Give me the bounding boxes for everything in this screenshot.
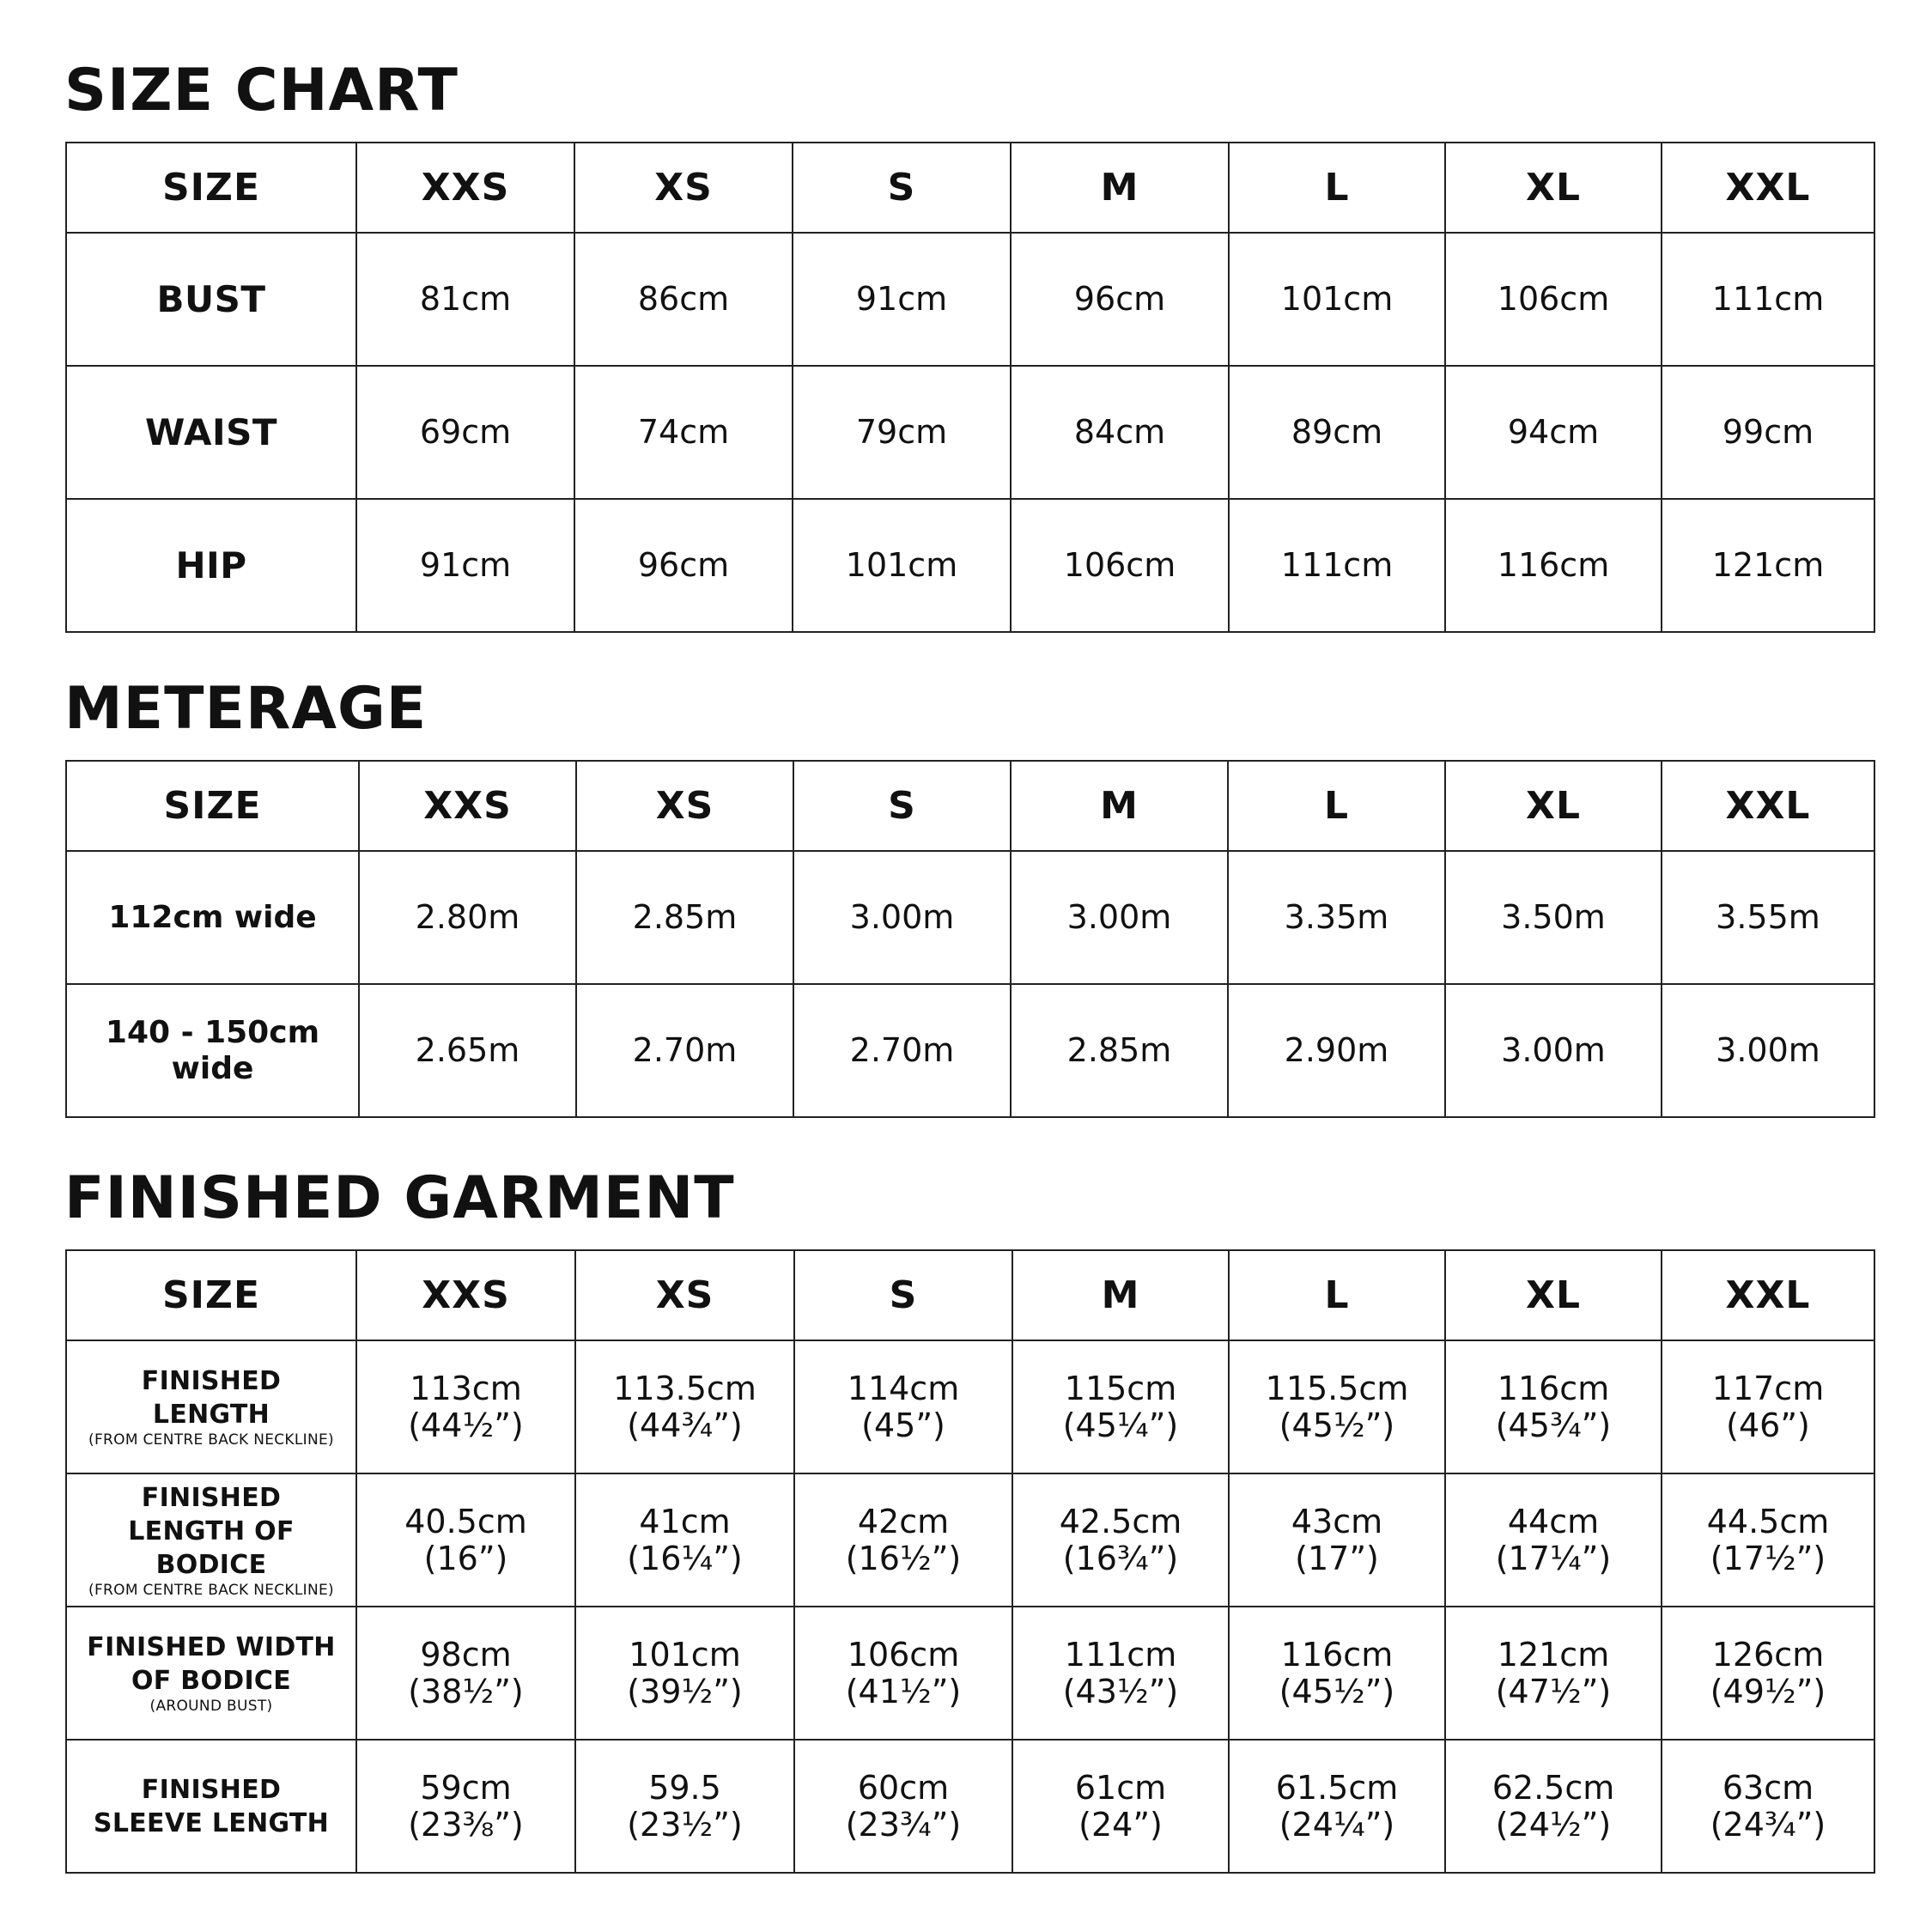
header-l: L <box>1229 143 1445 233</box>
measurement-inches: (45¾”) <box>1495 1406 1612 1444</box>
table-cell <box>356 1740 575 1873</box>
measurement-inches: (44½”) <box>408 1406 524 1444</box>
measurement-cm: 42.5cm <box>1059 1502 1182 1540</box>
measurement-cm: 44cm <box>1507 1502 1600 1540</box>
table-row-hip <box>66 499 1874 632</box>
table-row-waist <box>66 366 1874 499</box>
header-xxl: XXL <box>1662 1250 1874 1340</box>
header-xl: XL <box>1445 761 1662 851</box>
table-cell <box>1229 1340 1445 1473</box>
row-label-finished-sleeve-length <box>66 1740 356 1873</box>
table-cell <box>794 1740 1012 1873</box>
table-cell: 2.80m <box>359 851 576 984</box>
table-cell: 3.50m <box>1445 851 1662 984</box>
table-cell <box>1012 1340 1229 1473</box>
row-label-waist: WAIST <box>66 366 356 499</box>
measurement-cm: 115.5cm <box>1265 1369 1409 1407</box>
finished-garment-title: FINISHED GARMENT <box>64 1164 735 1232</box>
table-cell <box>575 1740 794 1873</box>
header-xl: XL <box>1445 1250 1662 1340</box>
header-xxl: XXL <box>1662 761 1874 851</box>
measurement-inches: (44¾”) <box>627 1406 743 1444</box>
measurement-inches: (24¾”) <box>1710 1805 1826 1844</box>
table-cell: 3.35m <box>1228 851 1445 984</box>
measurement-cm: 121cm <box>1497 1635 1610 1674</box>
header-xs: XS <box>574 143 793 233</box>
table-cell <box>1662 1740 1874 1873</box>
row-label-finished-width-of-bodice <box>66 1607 356 1740</box>
table-cell: 116cm <box>1445 499 1662 632</box>
measurement-cm: 117cm <box>1711 1369 1825 1407</box>
table-cell: 69cm <box>356 366 574 499</box>
table-cell: 3.00m <box>1011 851 1228 984</box>
measurement-cm: 59cm <box>420 1768 512 1807</box>
table-cell: 106cm <box>1011 499 1229 632</box>
finished-garment-header-row <box>66 1250 1874 1340</box>
table-cell: 86cm <box>574 233 793 366</box>
table-cell <box>356 1473 575 1607</box>
header-xxs: XXS <box>356 143 574 233</box>
table-cell <box>794 1340 1012 1473</box>
table-cell: 111cm <box>1229 499 1445 632</box>
measurement-inches: (47½”) <box>1495 1672 1612 1710</box>
table-cell: 96cm <box>1011 233 1229 366</box>
table-cell <box>356 1607 575 1740</box>
measurement-inches: (23⅜”) <box>408 1805 524 1844</box>
table-cell: 96cm <box>574 499 793 632</box>
meterage-table <box>65 760 1875 1118</box>
table-row-140-150cm <box>66 984 1874 1117</box>
table-cell: 101cm <box>1229 233 1445 366</box>
row-label-bust: BUST <box>66 233 356 366</box>
table-cell <box>575 1340 794 1473</box>
table-row-112cm <box>66 851 1874 984</box>
table-cell: 121cm <box>1662 499 1874 632</box>
row-label-text: FINISHED SLEEVE LENGTH <box>93 1774 330 1838</box>
table-cell: 3.00m <box>1445 984 1662 1117</box>
table-cell: 2.90m <box>1228 984 1445 1117</box>
measurement-inches: (24”) <box>1078 1805 1163 1844</box>
header-s: S <box>793 761 1011 851</box>
table-row-finished-length <box>66 1340 1874 1473</box>
table-cell <box>1012 1607 1229 1740</box>
table-cell <box>1445 1473 1662 1607</box>
measurement-cm: 101cm <box>629 1635 741 1674</box>
table-cell <box>1445 1740 1662 1873</box>
measurement-cm: 40.5cm <box>404 1502 527 1540</box>
header-m: M <box>1011 761 1228 851</box>
measurement-inches: (23½”) <box>627 1805 743 1844</box>
table-cell: 2.85m <box>576 851 793 984</box>
table-cell <box>1445 1607 1662 1740</box>
measurement-inches: (16½”) <box>845 1539 962 1577</box>
measurement-inches: (16¼”) <box>627 1539 743 1577</box>
header-size: SIZE <box>66 761 359 851</box>
table-cell <box>1662 1340 1874 1473</box>
table-cell: 106cm <box>1445 233 1662 366</box>
table-cell: 2.70m <box>576 984 793 1117</box>
measurement-cm: 43cm <box>1291 1502 1383 1540</box>
table-cell <box>575 1473 794 1607</box>
table-cell: 99cm <box>1662 366 1874 499</box>
table-cell: 81cm <box>356 233 574 366</box>
header-s: S <box>794 1250 1012 1340</box>
table-cell <box>794 1473 1012 1607</box>
measurement-cm: 116cm <box>1280 1635 1394 1674</box>
measurement-inches: (45½”) <box>1279 1406 1395 1444</box>
measurement-inches: (46”) <box>1726 1406 1810 1444</box>
header-xs: XS <box>575 1250 794 1340</box>
row-label-140-150cm-wide: 140 - 150cm wide <box>66 984 359 1117</box>
table-cell <box>1662 1607 1874 1740</box>
table-cell <box>1229 1473 1445 1607</box>
table-cell: 74cm <box>574 366 793 499</box>
measurement-cm: 111cm <box>1064 1635 1177 1674</box>
header-size: SIZE <box>66 1250 356 1340</box>
table-cell: 3.00m <box>793 851 1011 984</box>
measurement-cm: 114cm <box>847 1369 960 1407</box>
measurement-cm: 44.5cm <box>1706 1502 1830 1540</box>
meterage-header-row <box>66 761 1874 851</box>
size-chart-title: SIZE CHART <box>64 57 459 125</box>
table-cell <box>1012 1473 1229 1607</box>
table-cell <box>1229 1607 1445 1740</box>
size-chart-table <box>65 142 1875 633</box>
table-cell <box>794 1607 1012 1740</box>
table-cell <box>1445 1340 1662 1473</box>
header-xxs: XXS <box>356 1250 575 1340</box>
measurement-cm: 63cm <box>1722 1768 1814 1807</box>
row-label-text: FINISHED WIDTH OF BODICE <box>87 1632 336 1697</box>
measurement-inches: (17½”) <box>1710 1539 1826 1577</box>
measurement-inches: (24½”) <box>1495 1805 1612 1844</box>
table-cell: 101cm <box>793 499 1011 632</box>
table-cell <box>356 1340 575 1473</box>
table-cell: 79cm <box>793 366 1011 499</box>
measurement-cm: 115cm <box>1064 1369 1177 1407</box>
table-cell: 3.00m <box>1662 984 1874 1117</box>
table-cell: 2.70m <box>793 984 1011 1117</box>
table-cell: 91cm <box>793 233 1011 366</box>
header-xl: XL <box>1445 143 1662 233</box>
row-label-finished-length-of-bodice <box>66 1473 356 1607</box>
row-label-note: (AROUND BUST) <box>149 1698 273 1716</box>
table-cell <box>1012 1740 1229 1873</box>
header-xs: XS <box>576 761 793 851</box>
table-row-finished-sleeve-length <box>66 1740 1874 1873</box>
measurement-inches: (24¼”) <box>1279 1805 1395 1844</box>
measurement-cm: 59.5 <box>648 1768 721 1807</box>
table-row-finished-length-of-bodice <box>66 1473 1874 1607</box>
table-cell: 84cm <box>1011 366 1229 499</box>
table-cell <box>575 1607 794 1740</box>
table-cell: 2.65m <box>359 984 576 1117</box>
measurement-cm: 106cm <box>847 1635 960 1674</box>
row-label-text: FINISHED LENGTH <box>141 1366 282 1431</box>
header-m: M <box>1011 143 1229 233</box>
measurement-inches: (49½”) <box>1710 1672 1826 1710</box>
measurement-cm: 113cm <box>410 1369 522 1407</box>
table-cell <box>1662 1473 1874 1607</box>
table-cell: 89cm <box>1229 366 1445 499</box>
meterage-title: METERAGE <box>64 675 428 743</box>
header-xxs: XXS <box>359 761 576 851</box>
table-row-finished-width-of-bodice <box>66 1607 1874 1740</box>
measurement-cm: 126cm <box>1711 1635 1825 1674</box>
measurement-cm: 42cm <box>857 1502 950 1540</box>
row-label-finished-length <box>66 1340 356 1473</box>
measurement-cm: 61cm <box>1074 1768 1167 1807</box>
table-cell: 3.55m <box>1662 851 1874 984</box>
measurement-inches: (39½”) <box>627 1672 743 1710</box>
row-label-note: (FROM CENTRE BACK NECKLINE) <box>88 1581 334 1599</box>
measurement-cm: 62.5cm <box>1492 1768 1615 1807</box>
row-label-hip: HIP <box>66 499 356 632</box>
measurement-cm: 41cm <box>639 1502 731 1540</box>
measurement-inches: (43½”) <box>1062 1672 1179 1710</box>
table-cell: 91cm <box>356 499 574 632</box>
table-cell: 94cm <box>1445 366 1662 499</box>
table-cell <box>1229 1740 1445 1873</box>
measurement-inches: (45”) <box>861 1406 945 1444</box>
header-l: L <box>1228 761 1445 851</box>
table-cell: 2.85m <box>1011 984 1228 1117</box>
measurement-cm: 116cm <box>1497 1369 1610 1407</box>
finished-garment-table <box>65 1249 1875 1874</box>
measurement-inches: (41½”) <box>845 1672 962 1710</box>
measurement-inches: (16”) <box>423 1539 508 1577</box>
header-m: M <box>1012 1250 1229 1340</box>
measurement-inches: (38½”) <box>408 1672 524 1710</box>
measurement-cm: 98cm <box>420 1635 512 1674</box>
measurement-inches: (45¼”) <box>1062 1406 1179 1444</box>
measurement-inches: (16¾”) <box>1062 1539 1179 1577</box>
measurement-cm: 113.5cm <box>613 1369 756 1407</box>
row-label-112cm-wide: 112cm wide <box>66 851 359 984</box>
measurement-inches: (23¾”) <box>845 1805 962 1844</box>
header-l: L <box>1229 1250 1445 1340</box>
table-cell: 111cm <box>1662 233 1874 366</box>
measurement-inches: (45½”) <box>1279 1672 1395 1710</box>
row-label-note: (FROM CENTRE BACK NECKLINE) <box>88 1431 334 1449</box>
table-row-bust <box>66 233 1874 366</box>
header-xxl: XXL <box>1662 143 1874 233</box>
header-s: S <box>793 143 1011 233</box>
measurement-inches: (17”) <box>1295 1539 1379 1577</box>
measurement-cm: 60cm <box>857 1768 950 1807</box>
size-chart-header-row <box>66 143 1874 233</box>
row-label-text: FINISHED LENGTH OF BODICE <box>128 1482 295 1580</box>
measurement-cm: 61.5cm <box>1275 1768 1399 1807</box>
header-size: SIZE <box>66 143 356 233</box>
measurement-inches: (17¼”) <box>1495 1539 1612 1577</box>
